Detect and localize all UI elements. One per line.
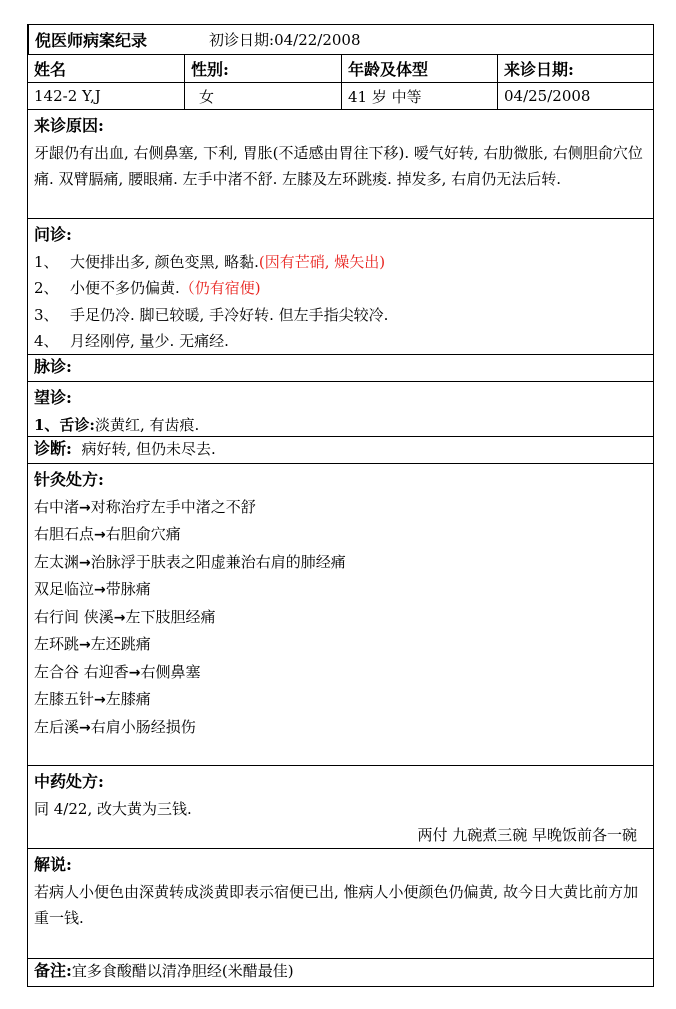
- tongue-text: 淡黄红, 有齿痕.: [94, 415, 200, 434]
- remarks-section: [27, 958, 654, 987]
- visit-date: 04/25/2008: [504, 87, 591, 105]
- tongue-label: 1、舌诊:: [34, 415, 95, 434]
- diagnosis-text: 病好转, 但仍未尽去.: [81, 440, 216, 458]
- arrow-icon: →: [128, 664, 141, 681]
- acupuncture-item: 左太渊→治脉浮于肤表之阳虚兼治右肩的肺经痛: [34, 552, 346, 571]
- acupuncture-item: 左合谷 右迎香→右侧鼻塞: [34, 662, 201, 681]
- reason-text: 牙龈仍有出血, 右侧鼻塞, 下利, 胃胀(不适感由胃往下移). 嗳气好转, 右肋微胀, 右侧胆俞穴位痛. 双臂膈痛, 腰眼痛. 左手中渚不舒. 左膝及左环跳痠. 掉发多, 右肩仍无法后转.: [34, 143, 643, 188]
- remarks-text: 宜多食酸醋以清净胆经(米醋最佳): [71, 962, 294, 980]
- herbal-section: [27, 765, 654, 848]
- acupuncture-item: 右行间 侠溪→左下肢胆经痛: [34, 607, 216, 626]
- reason-title: 来诊原因:: [34, 116, 104, 135]
- inquiry-item: 4、 月经刚停, 量少. 无痛经.: [34, 332, 229, 350]
- arrow-icon: →: [79, 554, 91, 571]
- record-header: [27, 24, 654, 54]
- acupuncture-title: 针灸处方:: [34, 470, 104, 489]
- herbal-text: 同 4/22, 改大黄为三钱.: [34, 799, 192, 818]
- inquiry-item: 2、 小便不多仍偏黄.（仍有宿便): [34, 279, 261, 297]
- observation-title: 望诊:: [34, 388, 72, 407]
- arrow-icon: →: [94, 527, 106, 543]
- herbal-title: 中药处方:: [34, 772, 104, 791]
- arrow-icon: →: [94, 692, 106, 708]
- inquiry-note: (因有芒硝, 燥矢出): [258, 252, 386, 271]
- first-visit-date: 04/22/2008: [274, 30, 361, 49]
- reason-section: [27, 109, 654, 218]
- explanation-section: [27, 848, 654, 958]
- arrow-icon: →: [113, 609, 126, 626]
- inquiry-note: （仍有宿便): [179, 279, 261, 297]
- gender-header: 性别:: [185, 55, 342, 82]
- first-visit-label: 初诊日期:: [209, 31, 275, 49]
- patient-age-build: 41 岁 中等: [342, 83, 498, 109]
- patient-table-values: [27, 82, 654, 109]
- arrow-icon: →: [94, 582, 106, 598]
- medical-record-form: [27, 24, 654, 987]
- acupuncture-item: 双足临泣→带脉痛: [34, 580, 151, 598]
- diagnosis-title: 诊断:: [34, 439, 72, 458]
- remarks-title: 备注:: [34, 961, 72, 980]
- patient-table-header: [27, 54, 654, 82]
- patient-gender: 女: [185, 83, 342, 109]
- acupuncture-item: 右胆石点→右胆俞穴痛: [34, 525, 181, 543]
- arrow-icon: →: [79, 719, 91, 736]
- tongue-observation: [34, 412, 647, 439]
- diagnosis-section: [27, 436, 654, 463]
- acupuncture-item: 左后溪→右肩小肠经损伤: [34, 717, 196, 736]
- pulse-title: 脉诊:: [34, 357, 72, 376]
- arrow-icon: →: [79, 637, 91, 653]
- inquiry-item: 1、 大便排出多, 颜色变黑, 略黏.(因有芒硝, 燥矢出): [34, 252, 386, 271]
- explanation-text: 若病人小便色由深黄转成淡黄即表示宿便已出, 惟病人小便颜色仍偏黄, 故今日大黄比前方加重一钱.: [34, 882, 639, 927]
- explanation-title: 解说:: [34, 855, 72, 874]
- herbal-instructions: 两付 九碗煮三碗 早晚饭前各一碗: [417, 826, 637, 844]
- patient-name: 142-2 Y,J: [28, 83, 185, 109]
- age-build-header: 年龄及体型: [342, 55, 498, 82]
- name-header: 姓名: [28, 55, 185, 82]
- inquiry-item: 3、 手足仍冷. 脚已较暖, 手冷好转. 但左手指尖较冷.: [34, 305, 389, 324]
- arrow-icon: →: [79, 499, 91, 516]
- acupuncture-item: 左膝五针→左膝痛: [34, 690, 151, 708]
- acupuncture-item: 右中渚→对称治疗左手中渚之不舒: [34, 497, 256, 516]
- acupuncture-section: [27, 463, 654, 765]
- acupuncture-item: 左环跳→左还跳痛: [34, 635, 151, 653]
- pulse-section: [27, 354, 654, 381]
- record-title: 倪医师病案纪录: [35, 31, 148, 50]
- observation-section: [27, 381, 654, 436]
- inquiry-section: [27, 218, 654, 354]
- visit-date-header: 来诊日期:: [504, 60, 574, 79]
- inquiry-title: 问诊:: [34, 225, 72, 244]
